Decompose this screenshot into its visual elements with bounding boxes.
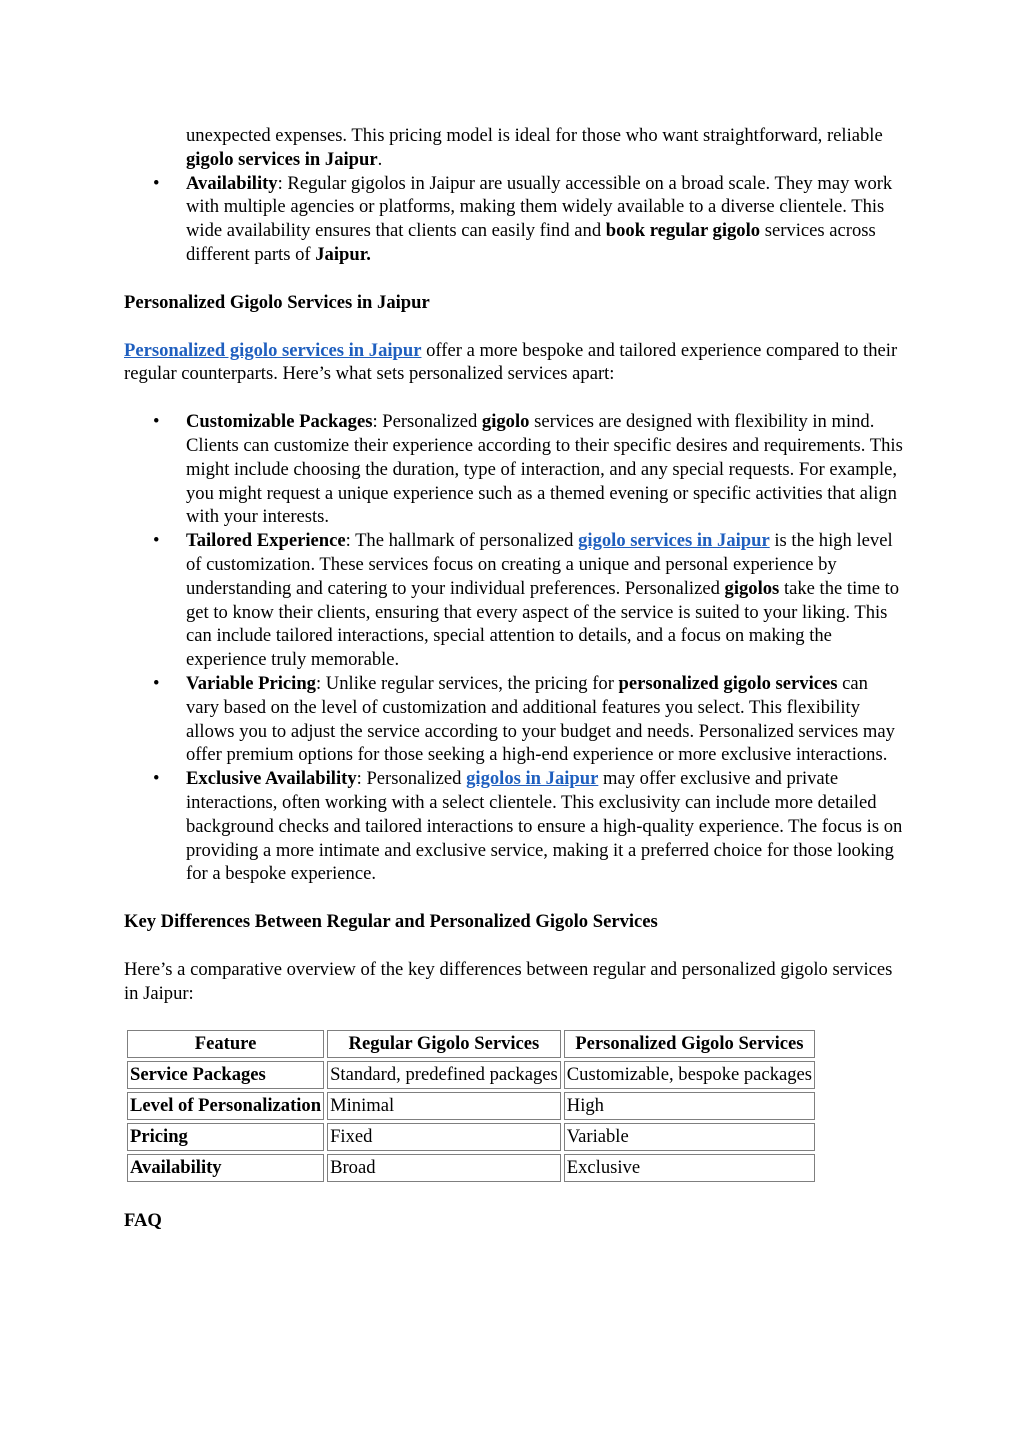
section-heading: Key Differences Between Regular and Personalized Gigolo Services xyxy=(124,911,658,933)
pricing-continuation: unexpected expenses. This pricing model is ideal for those who want straightforward, reliable gigolo services in Jaipur. xyxy=(186,125,883,170)
table-row xyxy=(127,1154,815,1182)
regular-list-tail xyxy=(124,172,904,267)
table-cell: Fixed xyxy=(327,1123,561,1151)
table-cell: Variable xyxy=(564,1123,815,1151)
bullet-icon: • xyxy=(153,530,160,552)
list-item: • Variable Pricing: Unlike regular services, the pricing for personalized gigolo services can vary based on the level of customization and additional features you select. This flexibility allows you to adjust the service according to your budget and needs. Personalized services may offer premium options for those seeking a high-end experience or more exclusive interactions. xyxy=(153,672,895,766)
table-header: Feature xyxy=(127,1030,324,1058)
bullet-icon: • xyxy=(153,172,160,194)
table-row xyxy=(127,1061,815,1089)
table-cell: Availability xyxy=(127,1154,324,1182)
table-cell: Level of Personalization xyxy=(127,1092,324,1120)
table-row xyxy=(127,1123,815,1151)
bullet-icon: • xyxy=(153,672,160,694)
bullet-icon: • xyxy=(153,411,160,433)
table-cell: Service Packages xyxy=(127,1061,324,1089)
personalized-link[interactable]: Personalized gigolo services in Jaipur xyxy=(124,339,422,361)
table-header-row xyxy=(127,1030,815,1058)
table-cell: High xyxy=(564,1092,815,1120)
table-row xyxy=(127,1092,815,1120)
bullet-icon: • xyxy=(153,768,160,790)
table-header: Personalized Gigolo Services xyxy=(564,1030,815,1058)
list-item: • Customizable Packages: Personalized gigolo services are designed with flexibility in mind. Clients can customize their experience according to their specific desires and requirements. This might include choosing the duration, type of interaction, and any special requests. For example, you might request a unique experience such as a themed evening or specific activities that align with your interests. xyxy=(153,411,903,528)
table-cell: Pricing xyxy=(127,1123,324,1151)
table-cell: Minimal xyxy=(327,1092,561,1120)
section-heading: Personalized Gigolo Services in Jaipur xyxy=(124,291,430,313)
page-content xyxy=(124,124,904,1232)
personalized-list xyxy=(124,410,904,886)
list-item: • Exclusive Availability: Personalized gigolos in Jaipur may offer exclusive and private interactions, often working with a select clientele. This exclusivity can include more detailed background checks and tailored interactions to ensure a high-quality experience. The focus is on providing a more intimate and exclusive service, making it a preferred choice for those looking for a bespoke experience. xyxy=(153,768,903,885)
list-item: • Availability: Regular gigolos in Jaipur are usually accessible on a broad scale. They may work with multiple agencies or platforms, making them widely available to a diverse clientele. This wide availability ensures that clients can easily find and book regular gigolo services across different parts of Jaipur. xyxy=(153,172,893,265)
paragraph: Personalized gigolo services in Jaipur offer a more bespoke and tailored experience compared to their regular counterparts. Here’s what sets personalized services apart: xyxy=(124,339,898,385)
table-header: Regular Gigolo Services xyxy=(327,1030,561,1058)
gigolos-link[interactable]: gigolos in Jaipur xyxy=(466,768,599,790)
table-cell: Customizable, bespoke packages xyxy=(564,1061,815,1089)
comparison-table xyxy=(124,1027,818,1185)
table-cell: Standard, predefined packages xyxy=(327,1061,561,1089)
faq-heading: FAQ xyxy=(124,1209,162,1231)
gigolo-services-link[interactable]: gigolo services in Jaipur xyxy=(578,530,770,552)
paragraph: Here’s a comparative overview of the key differences between regular and personalized gigolo services in Jaipur: xyxy=(124,958,893,1004)
table-cell: Broad xyxy=(327,1154,561,1182)
table-cell: Exclusive xyxy=(564,1154,815,1182)
list-item: • Tailored Experience: The hallmark of personalized gigolo services in Jaipur is the high level of customization. These services focus on creating a unique and personal experience by understanding and catering to your individual preferences. Personalized gigolos take the time to get to know their clients, ensuring that every aspect of the service is suited to your liking. This can include tailored interactions, special attention to details, and a focus on making the experience truly memorable. xyxy=(153,530,900,671)
